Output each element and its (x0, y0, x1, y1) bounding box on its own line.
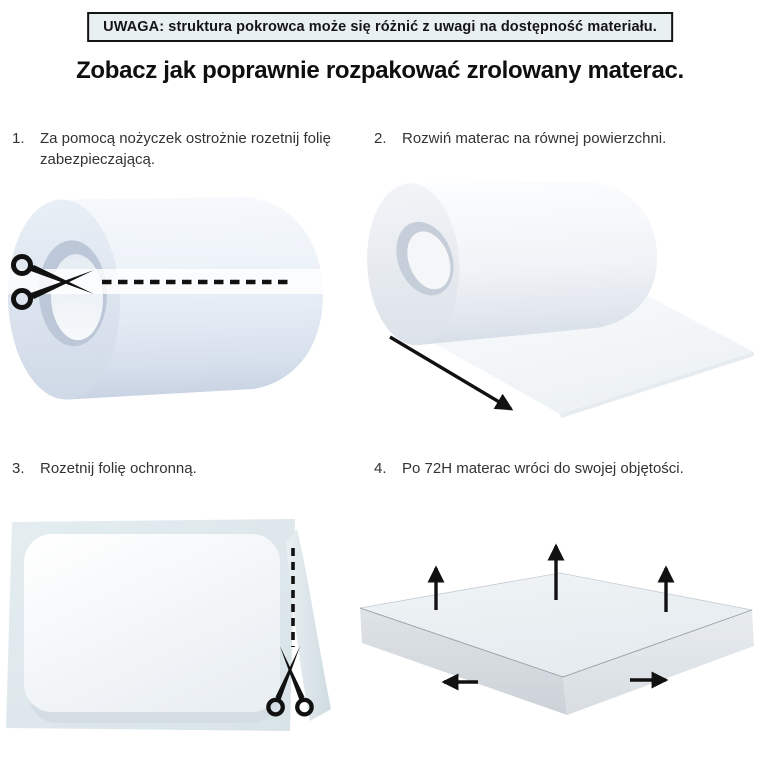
step-4-number: 4. (374, 460, 387, 477)
step-4-caption (374, 458, 754, 479)
page-title: Zobacz jak poprawnie rozpakować zrolowany materac. (76, 57, 684, 84)
step-2-number: 2. (374, 130, 387, 147)
illustration-unrolling-mattress (363, 162, 758, 432)
step-1-caption (12, 128, 357, 170)
rolled-mattress (5, 191, 327, 402)
flat-mattress (24, 534, 280, 712)
notice-banner (87, 12, 673, 42)
step-3-caption (12, 458, 357, 479)
step-2-text: Rozwiń materac na równej powierzchni. (402, 130, 667, 147)
step-1-text: Za pomocą nożyczek ostrożnie rozetnij folię zabezpieczającą. (40, 130, 331, 168)
step-3-text: Rozetnij folię ochronną. (40, 460, 197, 477)
illustration-rolled-mattress (2, 182, 332, 417)
mattress-roll (363, 171, 661, 348)
step-4-text: Po 72H materac wróci do swojej objętości. (402, 460, 684, 477)
step-3-number: 3. (12, 460, 25, 477)
illustration-foil-cut (2, 513, 337, 760)
step-2-caption (374, 128, 754, 149)
notice-text: UWAGA: struktura pokrowca może się różnić z uwagi na dostępność materiału. (103, 19, 657, 35)
illustration-mattress-expanding (358, 530, 758, 735)
step-1-number: 1. (12, 130, 25, 147)
